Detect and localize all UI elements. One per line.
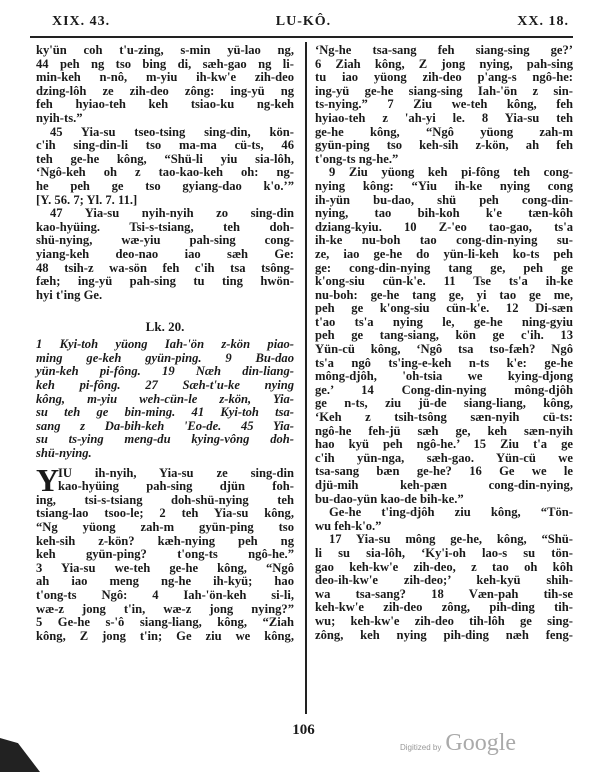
text-line: li su sia-lôh, ‘Ky'i-oh lao-s su tön- bbox=[315, 545, 573, 560]
chapter-summary bbox=[36, 338, 294, 460]
text-line: keh gyün-ping? t'ong-ts ngô-he.” bbox=[36, 547, 294, 562]
text-line: ing, tsi-s-tsiang doh-shü-nying teh bbox=[36, 492, 294, 507]
text-line: gao keh-kw'e zih-deo, z tao oh kôh bbox=[315, 559, 573, 574]
left-column bbox=[36, 44, 294, 643]
google-logo: Google bbox=[445, 730, 517, 756]
text-line: 9 Ziu yüong keh pi-fông teh cong- bbox=[329, 165, 573, 180]
text-line: wa tsa-sang? 18 Væn-pah tih-se bbox=[315, 586, 573, 601]
text-line: ge n-ts, ziu jü-de siang-liang, kông, bbox=[315, 396, 573, 411]
text-line: gyün-ping tso keh-sih z-kön, ah feh bbox=[315, 138, 573, 153]
page-corner-shadow bbox=[0, 738, 40, 772]
text-line: ze, iao ge-he do yün-li-keh ko-ts peh bbox=[315, 246, 573, 261]
text-line: ih-yün bu-dao, shü peh cong-din- bbox=[315, 192, 573, 207]
text-line: ge: cong-din-nying tang ge, peh ge bbox=[315, 260, 573, 275]
verse-paragraph bbox=[315, 44, 573, 166]
text-line: ah iao meng ng-he ih-kyü; hao bbox=[36, 574, 294, 589]
text-line: 1 Kyi-toh yüong Iah-'ön z-kön piao- bbox=[36, 337, 294, 352]
text-line: nyih-ts.” bbox=[36, 110, 83, 125]
text-line: kông, Z jong t'in; Ge ziu we kông, bbox=[36, 628, 294, 643]
text-line: tsiang-lao tsoo-le; 2 teh Yia-su kông, bbox=[36, 506, 294, 521]
text-line: yiang-keh deo-nao iao sæh Ge: bbox=[36, 246, 294, 261]
text-line: min-keh n-nô, m-yiu ih-kw'e zih-deo bbox=[36, 70, 294, 85]
text-line: wæ-z jong t'in, wæ-z jong nying?” bbox=[36, 601, 294, 616]
text-line: 17 Yia-su mông ge-he, kông, “Shü- bbox=[329, 532, 573, 547]
right-column bbox=[315, 44, 573, 642]
text-line: teh ge-he kông, “Shü-li yiu sia-lôh, bbox=[36, 151, 294, 166]
text-line: kông, m-yiu weh-cün-le z-kön, Yia- bbox=[36, 391, 294, 406]
text-line: sang z Da-bih-keh 'Eo-de. 45 Yia- bbox=[36, 418, 294, 433]
text-line: ngô-he feh-jü sæh ge, keh sæn-nyih bbox=[315, 423, 573, 438]
text-line: deo-ih-kw'e zih-deo;’ keh-kyü shih- bbox=[315, 573, 573, 588]
text-line: wu; keh-kw'e zih-deo tih-lôh ge sing- bbox=[315, 613, 573, 628]
verse-paragraph bbox=[36, 207, 294, 302]
text-line: su ts-ying meng-du kying-vông doh- bbox=[36, 432, 294, 447]
text-line: [Y. 56. 7; Yl. 7. 11.] bbox=[36, 192, 138, 207]
text-line: ts-nying.” 7 Ziu we-teh kông, feh bbox=[315, 97, 573, 112]
text-line: hyi t'ing Ge. bbox=[36, 287, 103, 302]
text-line: ge-he kông, “Ngô yüong zah-m bbox=[315, 124, 573, 139]
text-line: fæh; ing-yü pah-sing tu ting hwön- bbox=[36, 274, 294, 289]
text-line: t'ong-ts ng-he.” bbox=[315, 151, 399, 166]
text-line: tu iao yüong zih-deo p'ang-s ngô-he: bbox=[315, 70, 573, 85]
text-line: 6 Ziah kông, Z jong nying, pah-sing bbox=[315, 56, 573, 71]
text-line: 48 tsih-z wa-sön feh c'ih tsa tsông- bbox=[36, 260, 294, 275]
chapter-heading: Lk. 20. bbox=[145, 319, 185, 335]
text-line: zông, keh nying pih-ding næh feng- bbox=[315, 627, 573, 642]
text-line: wu feh-k'o.” bbox=[315, 518, 382, 533]
page-number: 106 bbox=[292, 722, 315, 738]
verse-paragraph bbox=[36, 44, 294, 126]
text-line: t'ong-ts Ngô: 4 Iah-'ön-keh si-li, bbox=[36, 587, 294, 602]
digitized-by-google-watermark bbox=[400, 730, 516, 757]
text-line: hyiao-teh z 'ah-yi le. 8 Yia-su teh bbox=[315, 110, 573, 125]
text-line: peh ge tang-siang, kön ge c'ih. 13 bbox=[315, 328, 573, 343]
text-line: peh ge k'ong-siu cün-k'e. 12 Di-sæn bbox=[315, 301, 573, 316]
text-line: feh hyiao-teh keh tsiao-ku ng-keh bbox=[36, 97, 294, 112]
text-line: nying, tao bih-koh k'e tæn-kôh bbox=[315, 206, 573, 221]
text-line: k'ong-siu cün-k'e. 11 Tse ts'a ih-ke bbox=[315, 274, 573, 289]
text-line: keh pi-fông. 27 Sæh-t'u-ke nying bbox=[36, 378, 294, 393]
text-line: c'ih yün-nga, sæh-gao. Yün-cü we bbox=[315, 450, 573, 465]
text-line: he peh ge tso gyiang-dao k'o.’” bbox=[36, 178, 294, 193]
text-line: dzing-lôh ze zih-deo zông: ing-yü ng bbox=[36, 83, 294, 98]
running-head-title: LU-KÔ. bbox=[275, 14, 332, 29]
verse-paragraph bbox=[36, 461, 294, 644]
text-line: tsa-sang bæn ge-he? 16 Ge we le bbox=[315, 464, 573, 479]
text-line: “Ng yüong zah-m gyün-ping tso bbox=[36, 520, 294, 534]
verse-paragraph bbox=[315, 506, 573, 533]
text-line: shü-nying, wæ-yiu pah-sing cong- bbox=[36, 233, 294, 248]
running-head-right: XX. 18. bbox=[517, 14, 569, 29]
text-line: keh-sih z-kön? kæh-nying peh ng bbox=[36, 533, 294, 548]
verse-paragraph bbox=[315, 166, 573, 506]
text-line: nu-boh: ge-he tang ge, yi tao ge me, bbox=[315, 287, 573, 302]
text-line: Ge-he t'ing-djôh ziu kông, “Tön- bbox=[329, 505, 573, 520]
text-line: su teh ge bin-ming. 41 Kyi-toh tsa- bbox=[36, 405, 294, 420]
text-line: yün-keh pi-fông. 19 Næh din-liang- bbox=[36, 364, 294, 379]
text-line: shü-nying. bbox=[36, 446, 92, 461]
text-line: 44 peh ng tso bing di, sæh-gao ng li- bbox=[36, 56, 294, 71]
text-line: 45 Yia-su tseo-tsing sing-din, kön- bbox=[50, 124, 294, 139]
verse-paragraph bbox=[315, 533, 573, 642]
text-line: bu-dao-yün kao-de bih-ke.” bbox=[315, 491, 464, 506]
text-line: nying kông: “Yiu ih-ke nying cong bbox=[315, 178, 573, 193]
text-line: ing-yü ge-he siang-sing Iah-'ön z sin- bbox=[315, 83, 573, 98]
drop-cap: Y bbox=[36, 461, 60, 498]
header-rule bbox=[30, 36, 573, 38]
digitized-by-label: Digitized by bbox=[400, 743, 442, 752]
text-line: mông-djôh, 'oh-tsia we kying-djong bbox=[315, 369, 573, 384]
verse-paragraph bbox=[36, 126, 294, 208]
text-line: ‘Keh z tsih-tsông sæn-nyih cü-ts: bbox=[315, 410, 573, 425]
text-line: 47 Yia-su nyih-nyih zo sing-din bbox=[50, 206, 294, 221]
text-line: 3 Yia-su we-teh ge-he kông, “Ngô bbox=[36, 560, 294, 575]
text-line: Yün-cü kông, ‘Ngô tsa tso-fæh? Ngô bbox=[315, 342, 573, 357]
text-line: ge.’ 14 Cong-din-nying mông-djôh bbox=[315, 382, 573, 397]
text-line: dziang-kyiu. 10 Z-'eo tao-gao, ts'a bbox=[315, 219, 573, 234]
text-line: t'ao ts'a nying le, ge-he ning-gyiu bbox=[315, 314, 573, 329]
text-line: kao-hyüing. Tsi-s-tsiang, teh doh- bbox=[36, 219, 294, 234]
text-line: ‘Ng-he tsa-sang feh siang-sing ge?’ bbox=[315, 43, 573, 57]
text-line: 5 Ge-he s-'ô siang-liang, kông, “Ziah bbox=[36, 615, 294, 630]
column-divider bbox=[305, 42, 307, 714]
text-line: ming ge-keh gyün-ping. 9 Bu-dao bbox=[36, 350, 294, 365]
running-head-left: XIX. 43. bbox=[52, 14, 111, 29]
text-line: IU ih-nyih, Yia-su ze sing-din bbox=[58, 465, 294, 480]
text-line: ky'ün coh t'u-zing, s-min yü-lao ng, bbox=[36, 43, 294, 57]
text-line: c'ih sing-din-li tso ma-ma cü-ts, 46 bbox=[36, 138, 294, 153]
text-line: ih-ke nu-boh tao cong-din-nying su- bbox=[315, 233, 573, 248]
text-line: ‘Ngô-keh oh z tao-kao-keh oh: ng- bbox=[36, 165, 294, 180]
text-line: keh-kw'e zih-deo zông, pih-ding tih- bbox=[315, 600, 573, 615]
text-line: kao-hyüing pah-sing djün foh- bbox=[58, 479, 294, 494]
text-line: ts'a ngô ts'ing-e-keh n-ts k'e: ge-he bbox=[315, 355, 573, 370]
text-line: hao kyü peh ngô-he.’ 15 Ziu t'a ge bbox=[315, 437, 573, 452]
text-line: djü-mih keh-pæn cong-din-nying, bbox=[315, 478, 573, 492]
